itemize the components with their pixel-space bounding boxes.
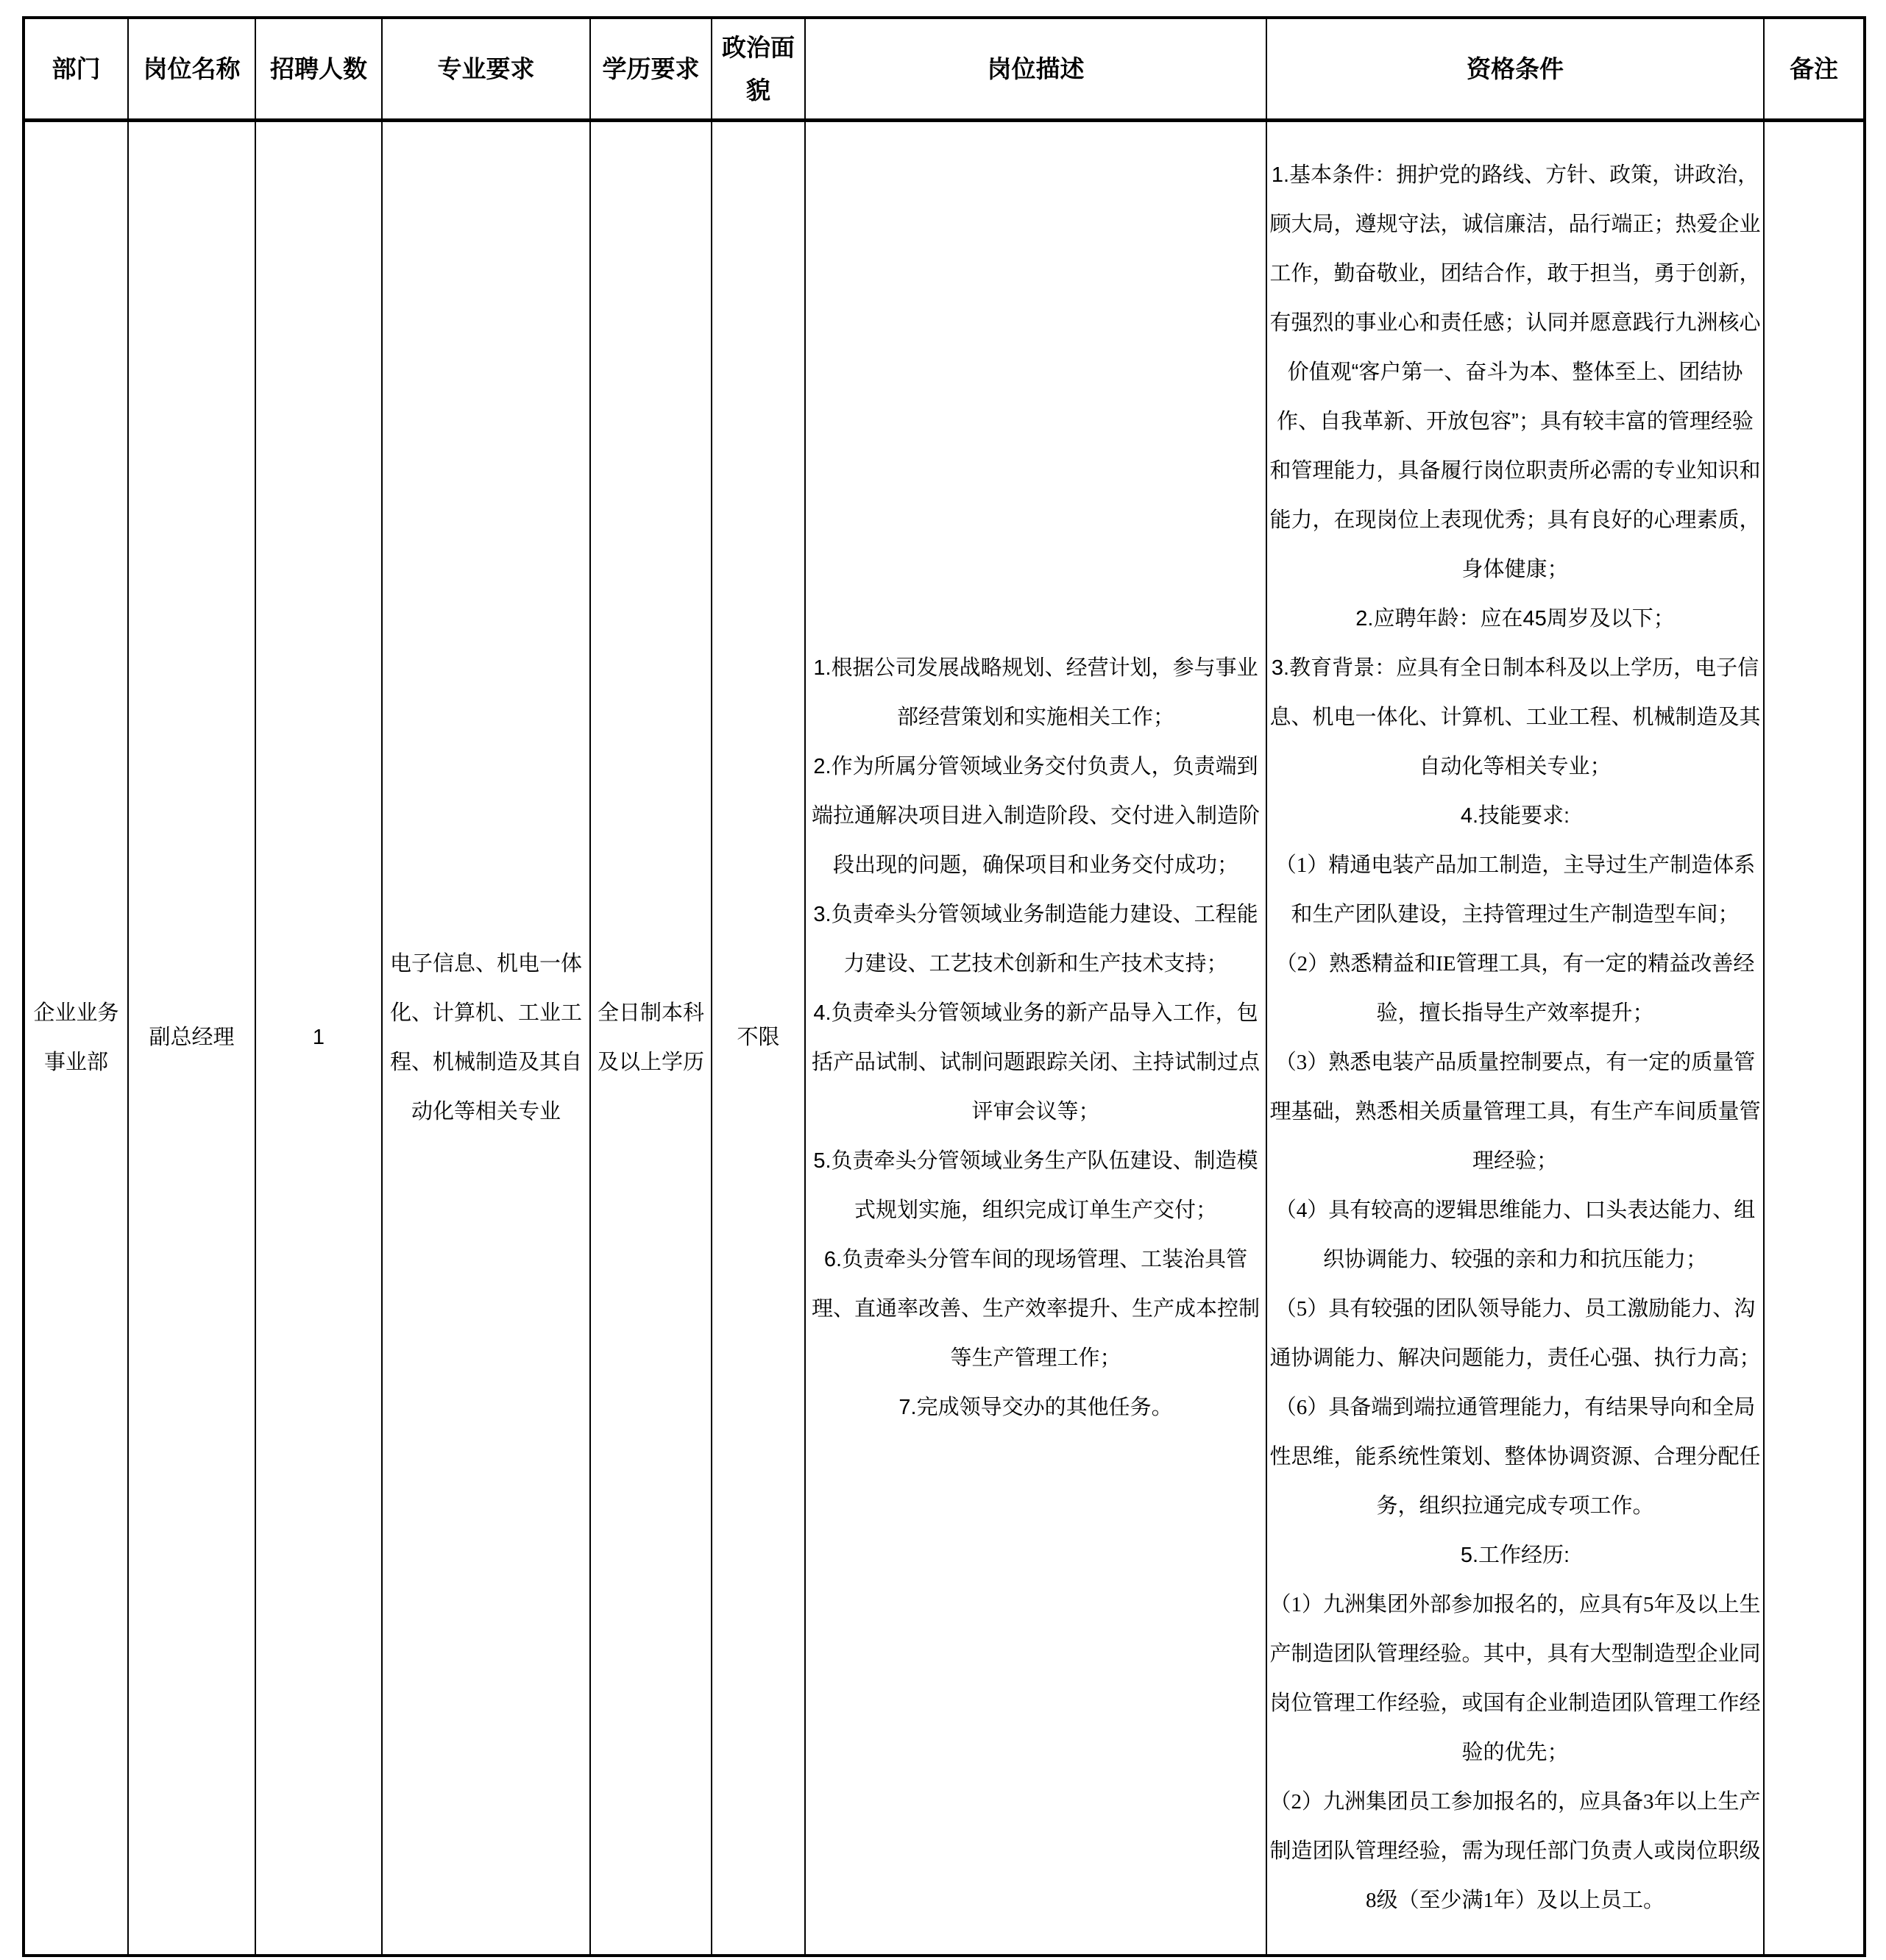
qualification-item: 5.工作经历: — [1460, 1543, 1570, 1567]
qualification-item: 1.基本条件：拥护党的路线、方针、政策，讲政治，顾大局，遵规守法，诚信廉洁，品行端正；热爱企业工作，勤奋敬业，团结合作，敢于担当，勇于创新，有强烈的事业心和责任感；认同并愿意践行九洲核心价值观“客户第一、奋斗为本、整体至上、团结协作、自我革新、开放包容”；具有较丰富的管理经验和管理能力，具备履行岗位职责所必需的专业知识和能力，在现岗位上表现优秀；具有良好的心理素质，身体健康； — [1269, 163, 1761, 581]
cell-education-requirement: 全日制本科及以上学历 — [590, 121, 712, 1956]
header-headcount: 招聘人数 — [255, 18, 382, 121]
header-qualifications: 资格条件 — [1266, 18, 1764, 121]
qualification-item: 4.技能要求: — [1460, 803, 1570, 828]
recruitment-table — [22, 16, 1866, 1957]
qualification-item: （5）具有较强的团队领导能力、员工激励能力、沟通协调能力、解决问题能力，责任心强、执行力高； — [1269, 1296, 1761, 1370]
qualification-item: （2）九洲集团员工参加报名的，应具备3年以上生产制造团队管理经验，需为现任部门负责人或岗位职级8级（至少满1年）及以上员工。 — [1269, 1789, 1761, 1912]
table-row — [24, 121, 1865, 1956]
qualification-item: （4）具有较高的逻辑思维能力、口头表达能力、组织协调能力、较强的亲和力和抗压能力； — [1275, 1198, 1756, 1271]
cell-remark — [1764, 121, 1865, 1956]
cell-major-requirement: 电子信息、机电一体化、计算机、工业工程、机械制造及其自动化等相关专业 — [382, 121, 590, 1956]
qualification-item: （2）熟悉精益和IE管理工具，有一定的精益改善经验，擅长指导生产效率提升； — [1275, 951, 1755, 1025]
qualification-item: （1）九洲集团外部参加报名的，应具有5年及以上生产制造团队管理经验。其中，具有大型制造型企业同岗位管理工作经验，或国有企业制造团队管理工作经验的优先； — [1269, 1592, 1761, 1764]
job-description-item: 7.完成领导交办的其他任务。 — [898, 1395, 1173, 1419]
header-job-description: 岗位描述 — [805, 18, 1266, 121]
header-political-status: 政治面貌 — [712, 18, 805, 121]
qualification-item: （1）精通电装产品加工制造，主导过生产制造体系和生产团队建设，主持管理过生产制造型车间； — [1275, 853, 1756, 926]
job-description-item: 6.负责牵头分管车间的现场管理、工装治具管理、直通率改善、生产效率提升、生产成本控制等生产管理工作； — [811, 1247, 1260, 1370]
cell-headcount: 1 — [255, 121, 382, 1956]
qualification-item: 3.教育背景：应具有全日制本科及以上学历，电子信息、机电一体化、计算机、工业工程、机械制造及其自动化等相关专业； — [1269, 656, 1761, 778]
table-header-row — [24, 18, 1865, 121]
cell-position-name: 副总经理 — [128, 121, 255, 1956]
job-description-item: 4.负责牵头分管领域业务的新产品导入工作，包括产品试制、试制问题跟踪关闭、主持试制过点评审会议等； — [811, 1001, 1260, 1123]
cell-qualifications — [1266, 121, 1764, 1956]
header-position-name: 岗位名称 — [128, 18, 255, 121]
job-description-item: 5.负责牵头分管领域业务生产队伍建设、制造模式规划实施，组织完成订单生产交付； — [813, 1148, 1258, 1222]
header-major-requirement: 专业要求 — [382, 18, 590, 121]
job-description-item: 3.负责牵头分管领域业务制造能力建设、工程能力建设、工艺技术创新和生产技术支持； — [813, 902, 1258, 976]
job-description-item: 2.作为所属分管领域业务交付负责人，负责端到端拉通解决项目进入制造阶段、交付进入制造阶段出现的问题，确保项目和业务交付成功； — [811, 754, 1260, 877]
qualification-item: 2.应聘年龄：应在45周岁及以下； — [1355, 606, 1675, 631]
cell-job-description — [805, 121, 1266, 1956]
header-department: 部门 — [24, 18, 128, 121]
qualification-item: （3）熟悉电装产品质量控制要点，有一定的质量管理基础，熟悉相关质量管理工具，有生产车间质量管理经验； — [1269, 1050, 1761, 1173]
job-description-item: 1.根据公司发展战略规划、经营计划，参与事业部经营策划和实施相关工作； — [813, 656, 1258, 729]
cell-political-status: 不限 — [712, 121, 805, 1956]
qualification-item: （6）具备端到端拉通管理能力，有结果导向和全局性思维，能系统性策划、整体协调资源、合理分配任务，组织拉通完成专项工作。 — [1269, 1395, 1761, 1518]
header-education-requirement: 学历要求 — [590, 18, 712, 121]
header-remark: 备注 — [1764, 18, 1865, 121]
cell-department: 企业业务事业部 — [24, 121, 128, 1956]
